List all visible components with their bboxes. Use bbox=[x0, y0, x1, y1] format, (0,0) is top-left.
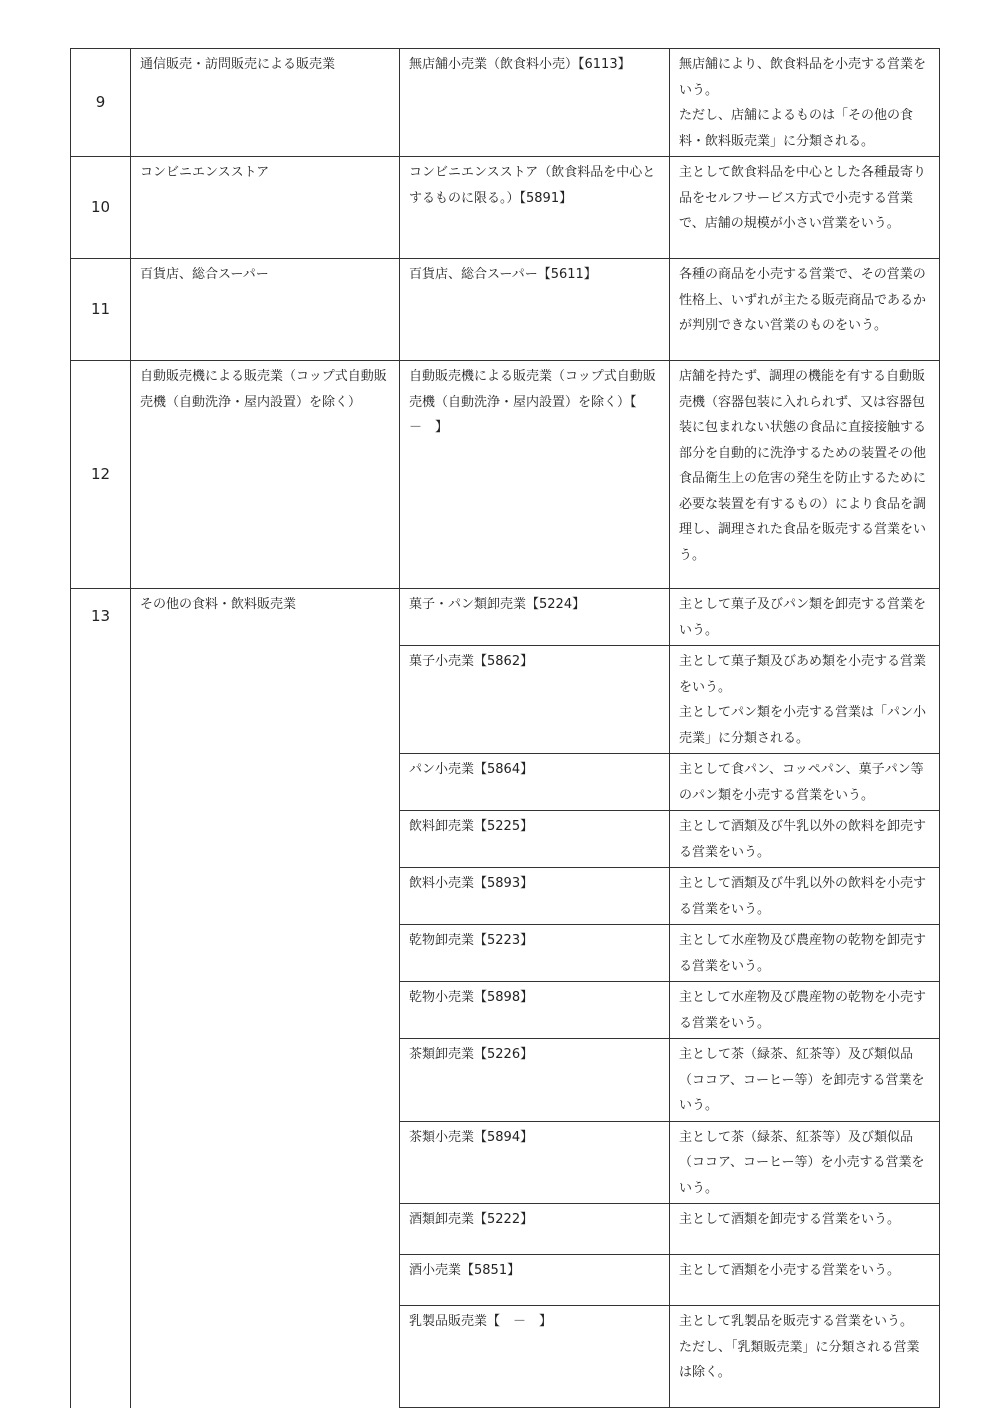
description-line: 主として水産物及び農産物の乾物を小売する営業をいう。 bbox=[679, 990, 927, 1031]
industry-cell: パン小売業【5864】 bbox=[400, 754, 670, 811]
description-cell bbox=[670, 157, 940, 259]
row-number: 9 bbox=[71, 49, 131, 157]
description-line: 主として飲食料品を中心とした各種最寄り品をセルフサービス方式で小売する営業で、店舗の規模が小さい営業をいう。 bbox=[679, 165, 927, 231]
category-cell: その他の食料・飲料販売業 bbox=[131, 589, 400, 1408]
row-number: 11 bbox=[71, 259, 131, 361]
description-line: 主として食パン、コッペパン、菓子パン等のパン類を小売する営業をいう。 bbox=[679, 762, 924, 803]
row-number: 13 bbox=[71, 589, 131, 1408]
industry-cell: 酒類卸売業【5222】 bbox=[400, 1204, 670, 1255]
category-cell: 自動販売機による販売業（コップ式自動販売機（自動洗浄・屋内設置）を除く） bbox=[131, 361, 400, 589]
description-cell bbox=[670, 1039, 940, 1122]
industry-cell: 茶類小売業【5894】 bbox=[400, 1121, 670, 1204]
table-row bbox=[71, 49, 940, 157]
industry-cell: 酒小売業【5851】 bbox=[400, 1255, 670, 1306]
description-cell bbox=[670, 1121, 940, 1204]
category-cell: 百貨店、総合スーパー bbox=[131, 259, 400, 361]
industry-cell: 飲料小売業【5893】 bbox=[400, 868, 670, 925]
description-cell bbox=[670, 811, 940, 868]
industry-cell: コンビニエンスストア（飲食料品を中心とするものに限る。）【5891】 bbox=[400, 157, 670, 259]
description-cell bbox=[670, 361, 940, 589]
row-number: 12 bbox=[71, 361, 131, 589]
industry-cell: 自動販売機による販売業（コップ式自動販売機（自動洗浄・屋内設置）を除く）【 － 】 bbox=[400, 361, 670, 589]
table-row bbox=[71, 361, 940, 589]
description-line: 主として茶（緑茶、紅茶等）及び類似品（ココア、コーヒー等）を卸売する営業をいう。 bbox=[679, 1047, 925, 1113]
document-page bbox=[70, 48, 940, 1408]
industry-cell: 無店舗小売業（飲食料小売）【6113】 bbox=[400, 49, 670, 157]
description-cell bbox=[670, 1255, 940, 1306]
table-row bbox=[71, 157, 940, 259]
industry-cell: 茶類卸売業【5226】 bbox=[400, 1039, 670, 1122]
business-classification-table bbox=[70, 48, 940, 1408]
description-cell bbox=[670, 646, 940, 754]
description-cell bbox=[670, 868, 940, 925]
description-line: 各種の商品を小売する営業で、その営業の性格上、いずれが主たる販売商品であるかが判別できない営業のものをいう。 bbox=[679, 267, 927, 333]
industry-cell: 菓子小売業【5862】 bbox=[400, 646, 670, 754]
description-line: 主として酒類を卸売する営業をいう。 bbox=[679, 1212, 901, 1227]
description-line: 主として酒類及び牛乳以外の飲料を小売する営業をいう。 bbox=[679, 876, 927, 917]
description-cell bbox=[670, 589, 940, 646]
description-line: ただし、店舗によるものは「その他の食料・飲料販売業」に分類される。 bbox=[679, 108, 914, 149]
description-line: 主として菓子及びパン類を卸売する営業をいう。 bbox=[679, 597, 927, 638]
description-cell bbox=[670, 259, 940, 361]
category-cell: 通信販売・訪問販売による販売業 bbox=[131, 49, 400, 157]
description-line: 店舗を持たず、調理の機能を有する自動販売機（容器包装に入れられず、又は容器包装に包まれない状態の食品に直接接触する部分を自動的に洗浄するための装置その他食品衛生上の危害の発生を防止するために必要な装置を有するもの）により食品を調理し、調理された食品を販売する営業をいう。 bbox=[679, 369, 927, 563]
description-cell bbox=[670, 982, 940, 1039]
row-number: 10 bbox=[71, 157, 131, 259]
description-line: ただし、「乳類販売業」に分類される営業は除く。 bbox=[679, 1339, 920, 1380]
description-line: 主として菓子類及びあめ類を小売する営業をいう。 bbox=[679, 654, 927, 695]
description-line: 主としてパン類を小売する営業は「パン小売業」に分類される。 bbox=[679, 705, 927, 746]
category-cell: コンビニエンスストア bbox=[131, 157, 400, 259]
industry-cell: 乾物卸売業【5223】 bbox=[400, 925, 670, 982]
description-line: 主として水産物及び農産物の乾物を卸売する営業をいう。 bbox=[679, 933, 927, 974]
industry-cell: 飲料卸売業【5225】 bbox=[400, 811, 670, 868]
industry-cell: 乳製品販売業【 － 】 bbox=[400, 1306, 670, 1408]
industry-cell: 百貨店、総合スーパー【5611】 bbox=[400, 259, 670, 361]
description-cell bbox=[670, 1204, 940, 1255]
description-line: 主として酒類及び牛乳以外の飲料を卸売する営業をいう。 bbox=[679, 819, 927, 860]
description-line: 主として乳製品を販売する営業をいう。 bbox=[679, 1314, 914, 1329]
description-line: 主として茶（緑茶、紅茶等）及び類似品（ココア、コーヒー等）を小売する営業をいう。 bbox=[679, 1129, 925, 1196]
description-cell bbox=[670, 1306, 940, 1408]
table-row bbox=[71, 589, 940, 646]
industry-cell: 乾物小売業【5898】 bbox=[400, 982, 670, 1039]
description-line: 無店舗により、飲食料品を小売する営業をいう。 bbox=[679, 57, 927, 98]
description-cell bbox=[670, 49, 940, 157]
table-row bbox=[71, 259, 940, 361]
description-cell bbox=[670, 925, 940, 982]
description-line: 主として酒類を小売する営業をいう。 bbox=[679, 1263, 901, 1278]
description-cell bbox=[670, 754, 940, 811]
industry-cell: 菓子・パン類卸売業【5224】 bbox=[400, 589, 670, 646]
